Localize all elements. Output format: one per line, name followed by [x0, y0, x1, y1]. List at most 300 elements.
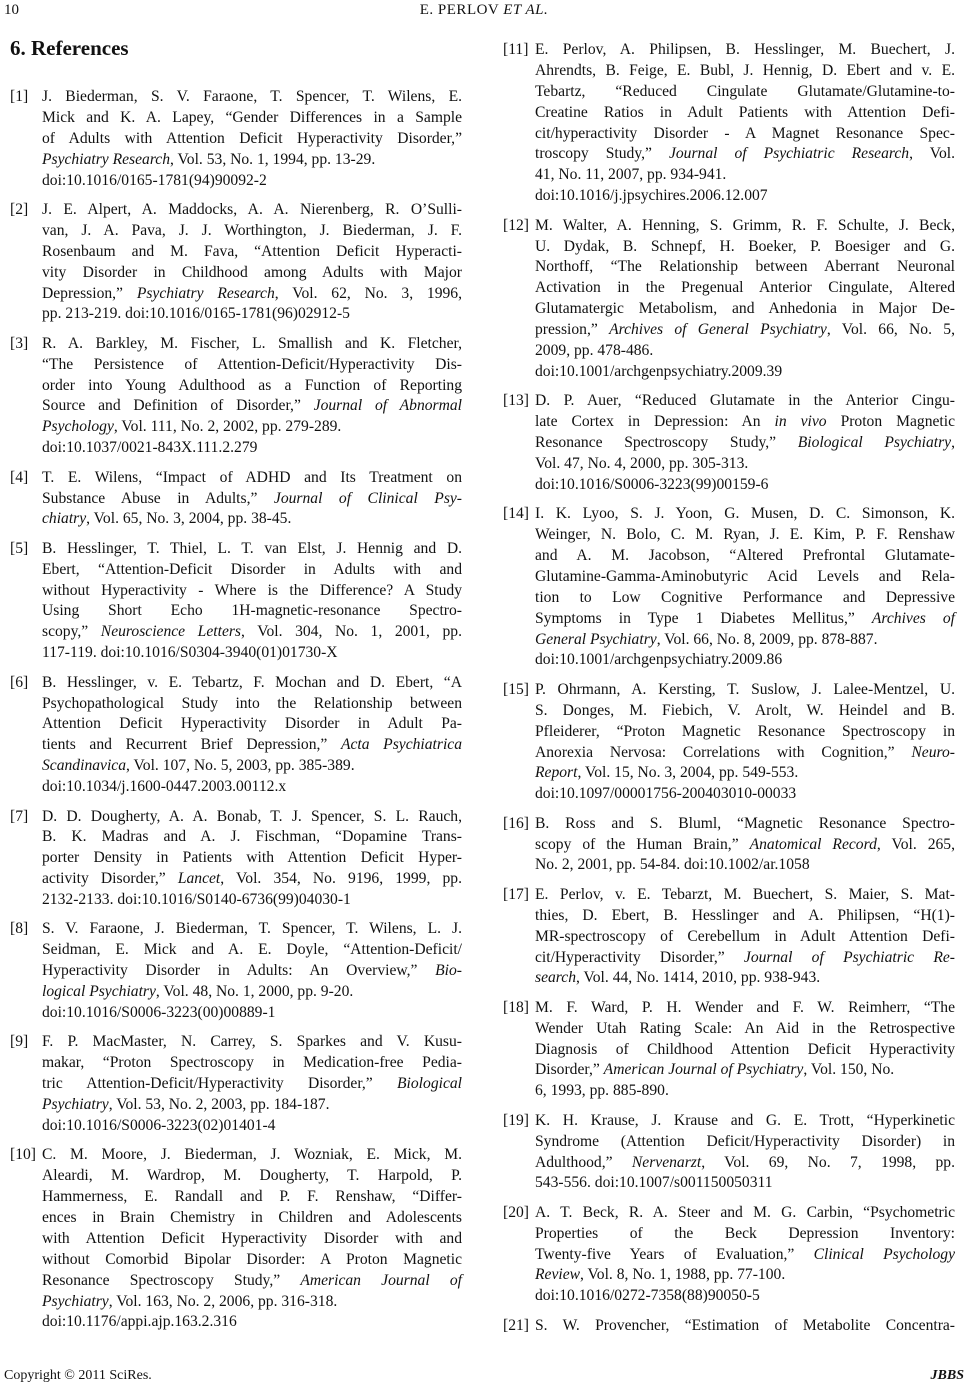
reference-text-segment: doi:10.1016/S0006-3223(02)01401-4 [42, 1116, 276, 1134]
reference-line [535, 362, 955, 383]
reference-item [8, 1145, 470, 1333]
reference-line [535, 743, 955, 764]
reference-text-segment: S. V. Faraone, J. Biederman, T. Spencer, T. Wilens, L. J. [42, 920, 462, 938]
reference-number: [14] [503, 505, 529, 523]
reference-line [42, 1250, 462, 1271]
reference-item [8, 87, 470, 191]
reference-text-segment: thies, D. Ebert, B. Hesslinger and A. Philipsen, “H(1)- [535, 906, 955, 924]
reference-text-segment: , [951, 434, 955, 452]
reference-line [42, 108, 462, 129]
reference-text-segment: Source and Definition of Disorder,” [42, 397, 314, 415]
reference-line [42, 1095, 462, 1116]
reference-line [42, 827, 462, 848]
reference-line [535, 165, 955, 186]
reference-text-segment: K. H. Krause, J. Krause and G. E. Trott, “Hyperkinetic [535, 1111, 955, 1129]
reference-line [535, 412, 955, 433]
reference-line [535, 1111, 955, 1132]
reference-source-title: Bio- [435, 962, 462, 980]
reference-source-title: General Psychiatry [535, 630, 657, 648]
reference-line [42, 1145, 462, 1166]
reference-text [42, 87, 462, 191]
reference-number: [20] [503, 1203, 529, 1221]
reference-item [501, 680, 963, 805]
reference-line [42, 1229, 462, 1250]
reference-source-title: Psychiatry [42, 1292, 109, 1310]
reference-line [42, 1032, 462, 1053]
reference-line [42, 735, 462, 756]
reference-text-segment: Diagnosis of Childhood Attention Deficit Hyperactivity [535, 1040, 955, 1058]
reference-number: [6] [10, 673, 29, 691]
reference-text-segment: order into Young Adulthood as a Function of Reporting [42, 376, 462, 394]
reference-text-segment: M. F. Ward, P. H. Wender and F. W. Reimherr, “The [535, 998, 955, 1016]
reference-line [42, 1187, 462, 1208]
reference-line [535, 906, 955, 927]
section-title: 6. References [10, 36, 129, 60]
reference-line [535, 927, 955, 948]
reference-item [501, 814, 963, 877]
reference-text-segment: Properties of the Beck Depression Inventory: [535, 1224, 955, 1242]
reference-text-segment: Glutamatergic Metabolism, and Anhedonia in Major De- [535, 300, 955, 318]
reference-text-segment: T. E. Wilens, “Impact of ADHD and Its Treatment on [42, 468, 462, 486]
reference-text-segment: Using Short Echo 1H-magnetic-resonance Spectro- [42, 602, 462, 620]
reference-text-segment: Resonance Spectroscopy Study,” [535, 434, 798, 452]
reference-line [535, 1203, 955, 1224]
reference-text-segment: Glutamine-Gamma-Aminobutyric Acid Levels and Rela- [535, 567, 955, 585]
reference-line [42, 489, 462, 510]
reference-text-segment: Weinger, N. Bolo, C. M. Ryan, J. E. Kim, P. F. Renshaw [535, 526, 955, 544]
reference-text-segment: pression,” [535, 321, 610, 339]
reference-text-segment: doi:10.1034/j.1600-0447.2003.00112.x [42, 778, 287, 796]
reference-text-segment: tric Attention-Deficit/Hyperactivity Disorder,” [42, 1075, 398, 1093]
reference-item [501, 40, 963, 207]
reference-text-segment: Ahrendts, B. Feige, E. Bubl, J. Hennig, D. Ebert and v. E. [535, 61, 955, 79]
reference-text-segment: , Vol. 150, No. [803, 1061, 895, 1079]
reference-line [535, 504, 955, 525]
reference-line [535, 1173, 955, 1194]
reference-line [42, 1292, 462, 1313]
reference-line [42, 263, 462, 284]
reference-number: [13] [503, 392, 529, 410]
running-title-authors: E. PERLOV [419, 2, 500, 18]
reference-source-title: Lancet [177, 870, 221, 888]
references-right-column [501, 40, 963, 1345]
reference-text-segment: B. Hesslinger, T. Thiel, L. T. van Elst, J. Hennig and D. [42, 539, 462, 557]
reference-number: [5] [10, 539, 29, 557]
reference-line [535, 546, 955, 567]
reference-source-title: Psychiatry Research [42, 150, 171, 168]
reference-line [42, 221, 462, 242]
reference-text-segment: with Attention Deficit Hyperactivity Disorder with and [42, 1229, 462, 1247]
reference-line [42, 1312, 462, 1333]
reference-line [42, 355, 462, 376]
reference-text-segment: doi:10.1016/0165-1781(94)90092-2 [42, 171, 267, 189]
reference-line [535, 701, 955, 722]
reference-line [535, 814, 955, 835]
reference-line [42, 1116, 462, 1137]
reference-text-segment: “The Persistence of Attention-Deficit/Hyperactivity Dis- [42, 355, 462, 373]
reference-text-segment: scopy of the Human Brain,” [535, 835, 750, 853]
reference-text-segment: cit/hyperactivity Disorder - A Magnet Resonance Spec- [535, 124, 955, 142]
reference-source-title: Neuroscience Letters [100, 623, 241, 641]
reference-text-segment: doi:10.1016/j.jpsychires.2006.12.007 [535, 187, 768, 205]
reference-text-segment: late Cortex in Depression: An [535, 413, 775, 431]
reference-text-segment: , Vol. 107, No. 5, 2003, pp. 385-389. [126, 757, 355, 775]
reference-text-segment: 6, 1993, pp. 885-890. [535, 1082, 669, 1100]
reference-line [42, 509, 462, 530]
reference-line [42, 982, 462, 1003]
reference-text-segment: P. Ohrmann, A. Kersting, T. Suslow, J. Lalee-Mentzel, U. [535, 680, 955, 698]
reference-line [535, 763, 955, 784]
reference-number: [15] [503, 680, 529, 698]
reference-text-segment: , Vol. 66, No. 5, [826, 321, 955, 339]
reference-text-segment: , Vol. 111, No. 2, 2002, pp. 279-289. [113, 418, 342, 436]
reference-line [42, 171, 462, 192]
reference-text-segment: Rosenbaum and M. Fava, “Attention Deficit Hyperacti- [42, 242, 462, 260]
reference-line [535, 237, 955, 258]
reference-number: [7] [10, 807, 29, 825]
reference-item [501, 1316, 963, 1337]
reference-line [535, 257, 955, 278]
reference-text-segment: 543-556. doi:10.1007/s001150050311 [535, 1174, 773, 1192]
reference-text-segment: doi:10.1001/archgenpsychiatry.2009.86 [535, 651, 783, 669]
reference-text-segment: , Vol. 44, No. 1414, 2010, pp. 938-943. [576, 969, 821, 987]
reference-item [501, 885, 963, 989]
reference-text-segment: 41, No. 11, 2007, pp. 934-941. [535, 166, 727, 184]
reference-text-segment: scopy,” [42, 623, 101, 641]
reference-text-segment: 2009, pp. 478-486. [535, 341, 654, 359]
reference-line [535, 1060, 955, 1081]
reference-line [42, 869, 462, 890]
reference-line [535, 61, 955, 82]
reference-line [535, 320, 955, 341]
reference-source-title: Journal of Abnormal [313, 397, 463, 415]
reference-text-segment: E. Perlov, A. Philipsen, B. Hesslinger, M. Buechert, J. [535, 41, 955, 58]
reference-item [8, 919, 470, 1023]
reference-item [8, 200, 470, 325]
reference-line [42, 129, 462, 150]
reference-line [535, 278, 955, 299]
reference-number: [9] [10, 1033, 29, 1051]
reference-text-segment: , Vol. 53, No. 2, 2003, pp. 184-187. [108, 1096, 330, 1114]
reference-text-segment: B. Ross and S. Bluml, “Magnetic Resonance Spectro- [535, 814, 955, 832]
reference-line [535, 1316, 955, 1337]
reference-item [8, 539, 470, 664]
reference-line [42, 756, 462, 777]
reference-text [42, 1145, 462, 1333]
reference-line [535, 630, 955, 651]
reference-source-title: Biological [397, 1075, 462, 1093]
reference-line [535, 216, 955, 237]
reference-text-segment: Substance Abuse in Adults,” [42, 489, 274, 507]
page-number: 10 [4, 2, 19, 18]
reference-line [535, 82, 955, 103]
references-left-column [8, 87, 470, 1342]
reference-line [535, 998, 955, 1019]
reference-number: [10] [10, 1146, 36, 1164]
reference-text-segment: , Vol. 48, No. 1, 2000, pp. 9-20. [155, 983, 354, 1001]
reference-text-segment: A. T. Beck, R. A. Steer and M. G. Carbin, “Psychometric [535, 1203, 955, 1221]
reference-line [535, 722, 955, 743]
reference-source-title: Archives of [871, 609, 955, 627]
reference-line [42, 438, 462, 459]
reference-line [42, 961, 462, 982]
reference-line [535, 948, 955, 969]
reference-item [8, 807, 470, 911]
reference-line [42, 714, 462, 735]
reference-text-segment: Hyperactivity Disorder in Adults: An Overview,” [42, 962, 436, 980]
reference-line [535, 835, 955, 856]
reference-line [42, 242, 462, 263]
reference-line [535, 1040, 955, 1061]
reference-source-title: American Journal of [300, 1271, 462, 1289]
reference-line [42, 622, 462, 643]
reference-line [535, 124, 955, 145]
reference-line [535, 588, 955, 609]
reference-source-title: Journal of Psychiatric Re- [743, 948, 955, 966]
reference-line [535, 454, 955, 475]
reference-text-segment: of Adults with Attention Deficit Hyperactivity Disorder,” [42, 129, 462, 147]
reference-line [42, 560, 462, 581]
reference-text [42, 200, 462, 325]
reference-text-segment: makar, “Proton Spectroscopy in Medication-free Pedia- [42, 1054, 462, 1072]
reference-text-segment: , Vol. 69, No. 7, 1998, pp. [701, 1153, 955, 1171]
reference-text-segment: 2132-2133. doi:10.1016/S0140-6736(99)04030-1 [42, 891, 351, 909]
reference-line [42, 777, 462, 798]
reference-number: [11] [503, 41, 529, 58]
reference-text-segment: C. M. Moore, J. Biederman, J. Wozniak, E. Mick, M. [42, 1146, 462, 1164]
reference-source-title: Journal of Psychiatric Research [668, 145, 910, 163]
reference-text-segment: Tebartz, “Reduced Cingulate Glutamate/Glutamine-to- [535, 82, 955, 100]
reference-line [535, 299, 955, 320]
reference-text-segment: Disorder,” [535, 1061, 604, 1079]
reference-text [42, 334, 462, 459]
reference-text-segment: R. A. Barkley, M. Fischer, L. Smallish and K. Fletcher, [42, 334, 462, 352]
reference-text-segment: B. K. Madras and A. J. Fischman, “Dopamine Trans- [42, 828, 462, 846]
reference-source-title: Psychology [42, 418, 114, 436]
reference-text [535, 1111, 955, 1195]
reference-source-title: Archives of General Psychiatry [609, 321, 827, 339]
reference-line [42, 87, 462, 108]
reference-text-segment: , Vol. 304, No. 1, 2001, pp. [241, 623, 462, 641]
reference-number: [16] [503, 814, 529, 832]
reference-line [535, 40, 955, 61]
reference-text-segment: , Vol. 53, No. 1, 1994, pp. 13-29. [170, 150, 376, 168]
reference-text-segment: doi:10.1001/archgenpsychiatry.2009.39 [535, 362, 783, 380]
reference-line [42, 1166, 462, 1187]
reference-text-segment: , Vol. 163, No. 2, 2006, pp. 316-318. [108, 1292, 338, 1310]
reference-text-segment: doi:10.1016/S0006-3223(99)00159-6 [535, 475, 769, 493]
reference-text-segment: doi:10.1016/0272-7358(88)90050-5 [535, 1287, 760, 1305]
reference-text-segment: 117-119. doi:10.1016/S0304-3940(01)01730-X [42, 644, 338, 662]
reference-source-title: Clinical Psychology [813, 1245, 955, 1263]
reference-line [42, 919, 462, 940]
reference-line [42, 1208, 462, 1229]
reference-line [535, 855, 955, 876]
reference-number: [4] [10, 468, 29, 486]
reference-text-segment: No. 2, 2001, pp. 54-84. doi:10.1002/ar.1058 [535, 856, 810, 874]
reference-text-segment: Adulthood,” [535, 1153, 632, 1171]
reference-source-title: Nervenarzt [631, 1153, 702, 1171]
reference-item [501, 504, 963, 671]
reference-line [535, 433, 955, 454]
reference-line [42, 643, 462, 664]
reference-line [535, 680, 955, 701]
reference-source-title: Acta Psychiatrica [340, 736, 462, 754]
reference-text-segment: without Comorbid Bipolar Disorder: A Proton Magnetic [42, 1250, 462, 1268]
reference-number: [21] [503, 1316, 529, 1334]
journal-abbreviation: JBBS [930, 1368, 964, 1383]
reference-source-title: Scandinavica [42, 757, 127, 775]
reference-line [42, 807, 462, 828]
reference-item [8, 468, 470, 531]
reference-text-segment: Activation in the Pregenual Anterior Cingulate, Altered [535, 279, 955, 297]
reference-text-segment: ences in Brain Chemistry in Children and Adolescents [42, 1209, 462, 1227]
reference-text-segment: Seidman, E. Mick and A. E. Doyle, “Attention-Deficit/ [42, 941, 462, 959]
reference-line [42, 539, 462, 560]
reference-text [535, 1316, 955, 1337]
reference-line [42, 334, 462, 355]
reference-item [8, 334, 470, 459]
reference-text-segment: E. Perlov, v. E. Tebarzt, M. Buechert, S. Maier, S. Mat- [535, 885, 955, 903]
reference-source-title: chiatry [42, 510, 87, 528]
reference-line [42, 673, 462, 694]
reference-line [535, 1081, 955, 1102]
reference-text [42, 919, 462, 1023]
reference-number: [3] [10, 334, 29, 352]
reference-text-segment: porter Density in Patients with Attention Deficit Hyper- [42, 849, 462, 867]
reference-text-segment: and A. M. Jacobson, “Altered Prefrontal Glutamate- [535, 546, 955, 564]
reference-number: [12] [503, 216, 529, 234]
reference-line [535, 1132, 955, 1153]
reference-text [535, 885, 955, 989]
reference-line [535, 784, 955, 805]
reference-text-segment: S. W. Provencher, “Estimation of Metabolite Concentra- [535, 1316, 955, 1334]
reference-text-segment: , Vol. 66, No. 8, 2009, pp. 878-887. [656, 630, 878, 648]
reference-line [535, 650, 955, 671]
reference-text-segment: J. E. Alpert, A. Maddocks, A. A. Nierenberg, R. O’Sulli- [42, 200, 462, 218]
reference-line [535, 144, 955, 165]
reference-text-segment: doi:10.1037/0021-843X.111.2.279 [42, 439, 258, 457]
reference-text-segment: Anorexia Nervosa: Correlations with Cognition,” [535, 743, 912, 761]
reference-line [535, 1153, 955, 1174]
reference-text-segment: vity Disorder in Childhood among Adults with Major [42, 263, 462, 281]
reference-text-segment: , Vol. 15, No. 3, 2004, pp. 549-553. [577, 764, 799, 782]
reference-text-segment: tion to Low Cognitive Performance and Depressive [535, 588, 955, 606]
reference-line [42, 396, 462, 417]
reference-text-segment: S. Donges, M. Fiebich, V. Arolt, W. Heindel and B. [535, 701, 955, 719]
reference-text-segment: tients and Recurrent Brief Depression,” [42, 736, 341, 754]
reference-text-segment: without Hyperactivity - Where is the Difference? A Study [42, 581, 462, 599]
reference-text-segment: F. P. MacMaster, N. Carrey, S. Sparkes and V. Kusu- [42, 1033, 462, 1051]
reference-line [42, 150, 462, 171]
running-title [0, 2, 968, 19]
reference-text-segment: , Vol. 265, [876, 835, 955, 853]
reference-source-title: Psychiatry Research [136, 284, 275, 302]
reference-source-title: search [535, 969, 576, 987]
reference-number: [18] [503, 998, 529, 1016]
reference-text-segment: , Vol. [909, 145, 956, 163]
reference-source-title: logical Psychiatry [42, 983, 156, 1001]
reference-source-title: Psychiatry [42, 1096, 109, 1114]
reference-text-segment: Ebert, “Attention-Deficit Disorder in Adults with and [42, 560, 462, 578]
reference-text-segment: U. Dydak, B. Schnepf, H. Boeker, P. Boesiger and G. [535, 237, 955, 255]
reference-line [42, 417, 462, 438]
reference-text-segment: , Vol. 8, No. 1, 1988, pp. 77-100. [580, 1266, 786, 1284]
reference-text-segment: Wender Utah Rating Scale: An Aid in the Retrospective [535, 1019, 955, 1037]
reference-line [42, 601, 462, 622]
reference-text-segment: , Vol. 62, No. 3, 1996, [274, 284, 463, 302]
reference-text-segment: troscopy Study,” [535, 145, 669, 163]
reference-line [42, 848, 462, 869]
reference-text-segment: Resonance Spectroscopy Study,” [42, 1271, 301, 1289]
reference-text-segment: MR-spectroscopy of Cerebellum in Adult Attention Defi- [535, 927, 955, 945]
reference-line [535, 567, 955, 588]
reference-text-segment: pp. 213-219. doi:10.1016/0165-1781(96)02912-5 [42, 305, 350, 323]
reference-text-segment: van, J. A. Pava, J. J. Worthington, J. Biederman, J. F. [42, 221, 462, 239]
reference-item [8, 1032, 470, 1136]
reference-source-title: Review [535, 1266, 581, 1284]
reference-item [501, 998, 963, 1102]
reference-text-segment: D. P. Auer, “Reduced Glutamate in the Anterior Cingu- [535, 392, 955, 410]
reference-line [535, 186, 955, 207]
reference-text-segment: Symptoms in Type 1 Diabetes Mellitus,” [535, 609, 872, 627]
reference-text-segment: Depression,” [42, 284, 137, 302]
reference-text-segment: Aleardi, M. Wardrop, M. Dougherty, T. Harpold, P. [42, 1167, 462, 1185]
reference-text [42, 807, 462, 911]
reference-item [501, 1203, 963, 1307]
reference-line [535, 475, 955, 496]
reference-line [535, 609, 955, 630]
reference-text-segment: Vol. 47, No. 4, 2000, pp. 305-313. [535, 454, 749, 472]
reference-text-segment: I. K. Lyoo, S. J. Yoon, G. Musen, D. C. Simonson, K. [535, 505, 955, 523]
running-header [0, 0, 968, 22]
reference-line [535, 1286, 955, 1307]
reference-text [535, 814, 955, 877]
reference-line [42, 1271, 462, 1292]
reference-line [535, 103, 955, 124]
reference-text [42, 468, 462, 531]
copyright-notice: Copyright © 2011 SciRes. [4, 1368, 152, 1383]
reference-text-segment: Northoff, “The Relationship between Aberrant Neuronal [535, 258, 955, 276]
reference-text [535, 216, 955, 383]
reference-source-title: in vivo [774, 413, 827, 431]
reference-text-segment: cit/Hyperactivity Disorder,” [535, 948, 744, 966]
reference-text-segment: doi:10.1176/appi.ajp.163.2.316 [42, 1313, 237, 1331]
reference-text-segment: Mick and K. A. Lapey, “Gender Differences in a Sample [42, 108, 462, 126]
reference-text-segment: Hammerness, E. Randall and P. F. Renshaw, “Differ- [42, 1188, 462, 1206]
reference-text-segment: activity Disorder,” [42, 870, 178, 888]
reference-line [42, 694, 462, 715]
reference-item [501, 216, 963, 383]
reference-line [42, 581, 462, 602]
reference-line [535, 968, 955, 989]
reference-text-segment: Proton Magnetic [826, 413, 955, 431]
reference-item [501, 391, 963, 495]
reference-line [535, 1265, 955, 1286]
reference-line [535, 1019, 955, 1040]
reference-line [42, 304, 462, 325]
reference-text-segment: B. Hesslinger, v. E. Tebartz, F. Mochan and D. Ebert, “A [42, 673, 462, 691]
reference-number: [1] [10, 88, 29, 105]
reference-line [42, 468, 462, 489]
reference-text-segment: Pfleiderer, “Proton Magnetic Resonance Spectroscopy in [535, 722, 955, 740]
reference-text [535, 504, 955, 671]
reference-line [535, 341, 955, 362]
reference-text-segment: Psychopathological Study into the Relationship between [42, 694, 462, 712]
reference-source-title: Neuro- [911, 743, 955, 761]
reference-text [535, 680, 955, 805]
reference-text [42, 1032, 462, 1136]
